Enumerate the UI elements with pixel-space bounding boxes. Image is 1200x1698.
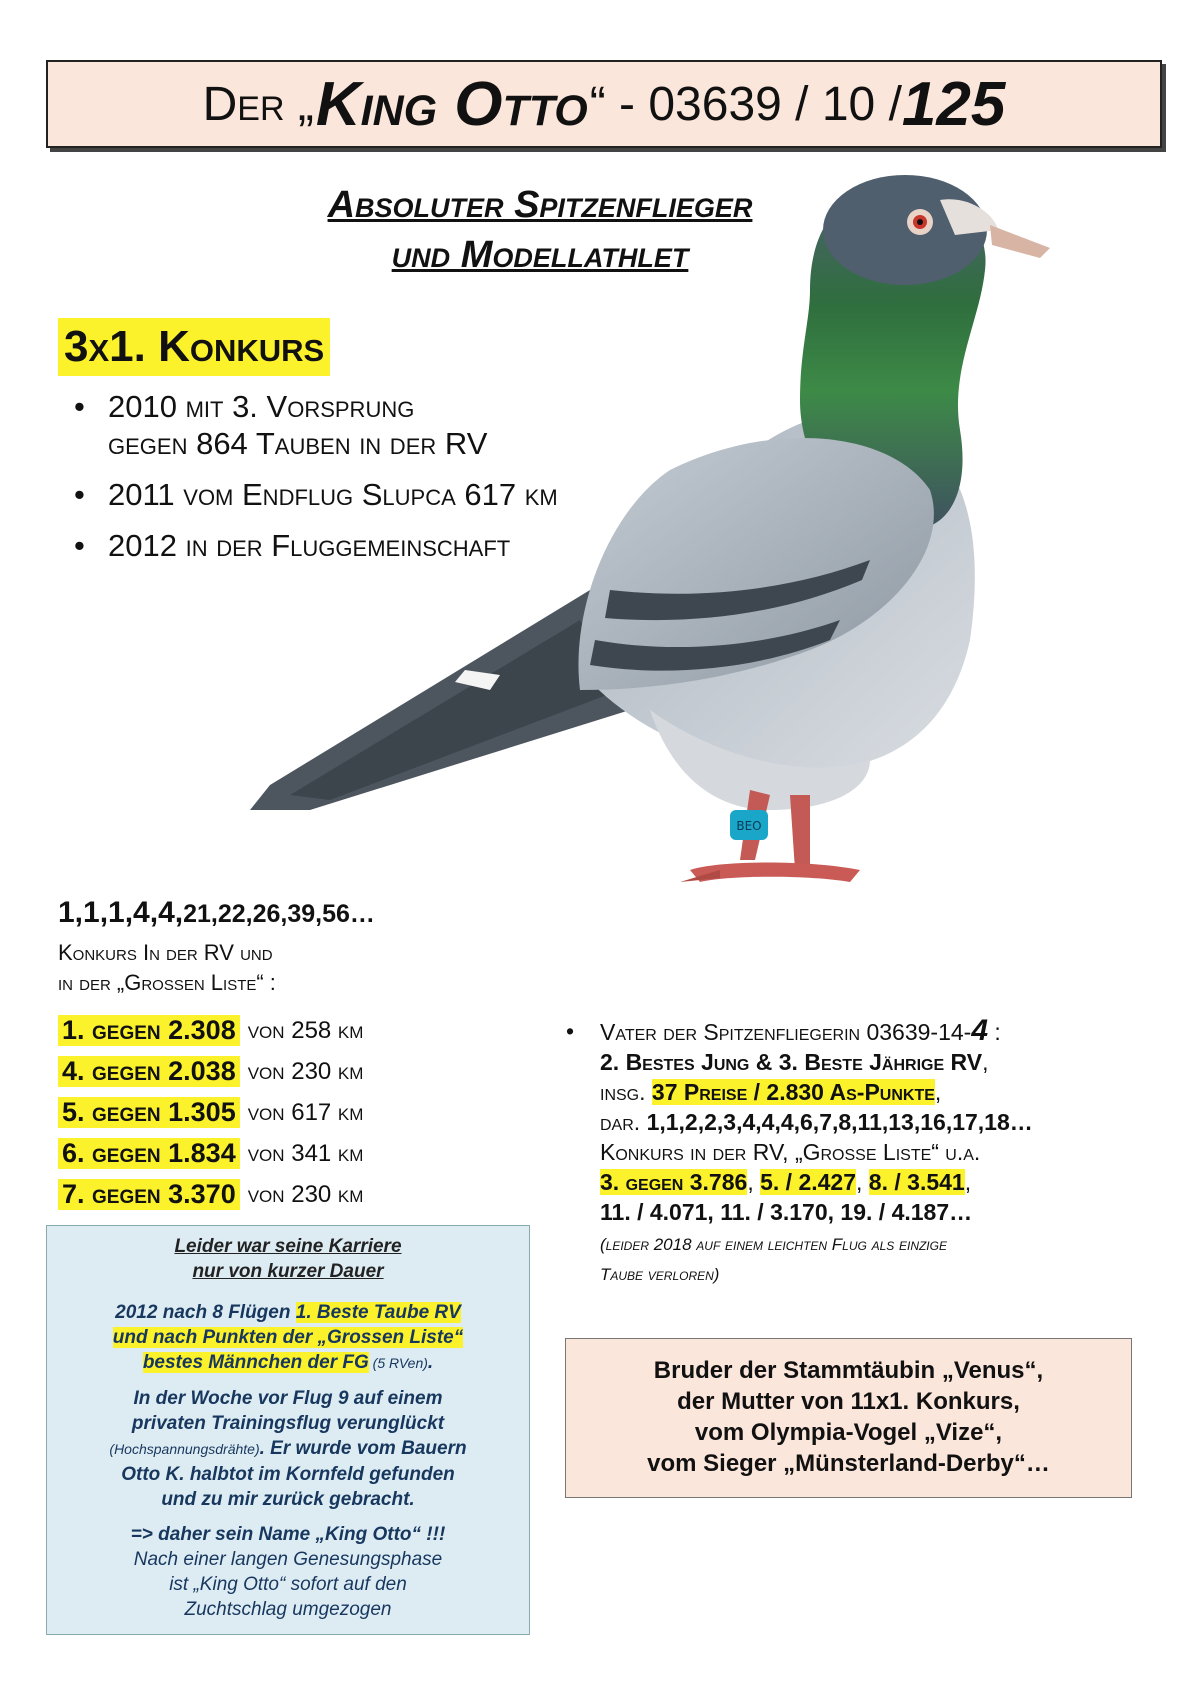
story-heading-1: Leider war seine Karriere: [174, 1236, 402, 1257]
subtitle-line-2: und Modellathlet: [391, 234, 689, 276]
offspring-result-highlight-2: 5. / 2.427: [760, 1169, 857, 1195]
story-p1-end: .: [427, 1352, 434, 1373]
result-rank: 1. gegen 2.308: [58, 1015, 240, 1046]
result-distance: von 617 km: [247, 1098, 364, 1126]
offspring-line-4-numbers: 1,1,2,2,3,4,4,4,6,7,8,11,13,16,17,18…: [646, 1109, 1033, 1135]
brother-line-2: der Mutter von 11x1. Konkurs,: [677, 1388, 1020, 1415]
result-row: [58, 1051, 478, 1092]
results-rows: [58, 1010, 478, 1215]
story-heading-2: nur von kurzer Dauer: [192, 1261, 384, 1282]
title-number-big: 125: [901, 69, 1006, 139]
subtitle-line-1: Absoluter Spitzenflieger: [327, 184, 753, 226]
subtitle: [200, 180, 880, 280]
result-row: [58, 1092, 478, 1133]
story-p3-line-4: Zuchtschlag umgezogen: [184, 1599, 392, 1620]
story-p1-text: 2012 nach 8 Flügen: [115, 1302, 296, 1323]
offspring-lost-note-2: Taube verloren): [600, 1265, 720, 1284]
story-p1-highlight-1: 1. Beste Taube RV: [295, 1302, 461, 1323]
result-distance: von 230 km: [247, 1180, 364, 1208]
offspring-line-3-prefix: insg.: [600, 1079, 652, 1105]
brother-line-3: vom Olympia-Vogel „Vize“,: [694, 1419, 1003, 1446]
title-der: Der „: [202, 77, 314, 131]
story-p3-line-2: Nach einer langen Genesungsphase: [133, 1549, 443, 1570]
result-rank: 5. gegen 1.305: [58, 1097, 240, 1128]
story-p2-line-2: privaten Trainingsflug verunglückt: [131, 1413, 445, 1434]
result-row: [58, 1174, 478, 1215]
offspring-result-highlight-3: 8. / 3.541: [868, 1169, 965, 1195]
story-box: [46, 1225, 530, 1635]
story-p2-line-4: Otto K. halbtot im Kornfeld gefunden: [121, 1464, 455, 1485]
bullet-text-cont: gegen 864 Tauben in der RV: [108, 426, 488, 461]
story-p3-line-1: => daher sein Name „King Otto“ !!!: [130, 1524, 446, 1545]
story-p2-small: (Hochspannungsdrähte): [109, 1441, 260, 1457]
story-p1-highlight-3: bestes Männchen der FG: [142, 1352, 369, 1373]
result-row: [58, 1133, 478, 1174]
offspring-line-1-end: :: [988, 1019, 1001, 1045]
result-rank: 6. gegen 1.834: [58, 1138, 240, 1169]
story-p3-line-3: ist „King Otto“ sofort auf den: [169, 1574, 407, 1595]
brother-line-4: vom Sieger „Münsterland-Derby“…: [647, 1450, 1050, 1477]
bullet-item: [60, 476, 680, 513]
offspring-line-2-end: ,: [982, 1049, 989, 1075]
result-rank: 4. gegen 2.038: [58, 1056, 240, 1087]
results-numbers: [58, 896, 375, 930]
result-distance: von 230 km: [247, 1057, 364, 1085]
results-numbers-big: 1,1,1,4,4,: [58, 896, 184, 929]
offspring-sep-2: ,: [856, 1169, 869, 1195]
bullet-item: [60, 527, 680, 564]
title-number: “ - 03639 / 10 /: [589, 77, 902, 131]
story-p2-line-5: und zu mir zurück gebracht.: [161, 1489, 415, 1510]
result-row: [58, 1010, 478, 1051]
result-distance: von 258 km: [247, 1016, 364, 1044]
bullet-text: 2011 vom Endflug Slupca 617 km: [108, 477, 558, 512]
offspring-line-3-end: ,: [934, 1079, 942, 1105]
offspring-line-5: Konkurs in der RV, „Grosse Liste“ u.a.: [600, 1139, 981, 1165]
offspring-line-2: 2. Bestes Jung & 3. Beste Jährige RV: [600, 1049, 983, 1075]
bullet-text: 2012 in der Fluggemeinschaft: [108, 528, 511, 563]
result-distance: von 341 km: [247, 1139, 364, 1167]
story-p1-highlight-2: und nach Punkten der „Grossen Liste“: [112, 1327, 464, 1348]
offspring-bullet: [552, 1016, 1152, 1287]
offspring-line-4-prefix: dar.: [600, 1109, 647, 1135]
results-caption-line-2: in der „Grossen Liste“ :: [58, 970, 276, 995]
konkurs-heading: 3x1. Konkurs: [58, 318, 330, 376]
offspring-lost-note-1: (leider 2018 auf einem leichten Flug als einzige: [600, 1235, 947, 1254]
offspring-line-7: 11. / 4.071, 11. / 3.170, 19. / 4.187…: [600, 1199, 973, 1225]
offspring-number-4: 4: [971, 1014, 989, 1047]
title-name: King Otto: [315, 69, 588, 139]
offspring-line-3-highlight: 37 Preise / 2.830 As-Punkte: [651, 1079, 935, 1105]
offspring-line-6-end: ,: [964, 1169, 972, 1195]
result-rank: 7. gegen 3.370: [58, 1179, 240, 1210]
story-p2-line-1: In der Woche vor Flug 9 auf einem: [133, 1388, 443, 1409]
leg-ring-text: BEO: [736, 819, 762, 833]
results-caption-line-1: Konkurs In der RV und: [58, 940, 273, 965]
offspring-line-1: Vater der Spitzenfliegerin 03639-14-: [600, 1019, 972, 1045]
brother-line-1: Bruder der Stammtäubin „Venus“,: [653, 1357, 1044, 1384]
brother-box: [565, 1338, 1132, 1498]
story-p1-small: (5 RVen): [368, 1355, 428, 1371]
bullet-item: [60, 388, 680, 462]
konkurs-bullet-list: [60, 388, 680, 578]
offspring-info: [552, 1016, 1152, 1287]
results-caption: [58, 938, 458, 998]
bullet-text: 2010 mit 3. Vorsprung: [108, 389, 415, 424]
story-p2-line-3: . Er wurde vom Bauern: [259, 1438, 467, 1459]
results-numbers-small: 21,22,26,39,56…: [183, 900, 375, 928]
offspring-sep-1: ,: [747, 1169, 761, 1195]
title-box: [46, 60, 1162, 148]
offspring-result-highlight-1: 3. gegen 3.786: [600, 1169, 748, 1195]
